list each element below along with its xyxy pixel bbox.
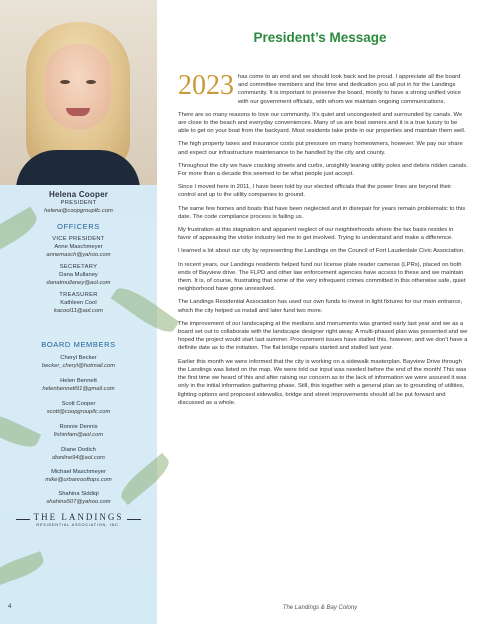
board-member-name: Shahina Siddiqi [58,491,99,497]
paragraph: I learned a lot about our city by representing the Landings on the Council of Fort Lauderdale Civic Association. [178,248,465,255]
board-heading: BOARD MEMBERS [41,340,116,349]
officer-email[interactable]: annemasch@yahoo.com [46,252,111,258]
officer-role: SECRETARY [59,264,98,270]
year-dropcap: 2023 [178,70,234,101]
president-email[interactable]: helena@coopgroupllc.com [44,208,113,214]
officers-heading: OFFICERS [57,222,100,231]
paragraph: Earlier this month we were informed that the city is working on a sidewalk masterplan. Bayview Drive through the Landings was listed on the map. We were told our input was needed before the end of the month! This was the first time we heard of this and after raising our concern as to the lack of information we were assured it was only in the initial information gathering phase. Still, this together with a general plan as to grounding of utilities, lighting options and proposed sidewalks, bridge and street improvements should all be put forward and discussed as a whole. [178,358,467,406]
paragraph: In recent years, our Landings residents helped fund our license plate reader cameras (LPRs), placed on both ends of Bayview drive. The FLPD and other law enforcement agencies have access to these and we maintain them. It is, of course, frustrating that some of the very infrequent crimes committed in this otherwise safe, quiet neighborhood have gone unresolved. [178,261,466,293]
paragraph: The same few homes and boats that have been neglected and in disrepair for years remain problematic to this date. The code compliance process is failing us. [178,205,466,220]
logo-subtitle: RESIDENTIAL ASSOCIATION, INC. [36,523,121,527]
article-body [178,70,468,412]
paragraph: The Landings Residential Association has used our own funds to invest in light fixtures for our main entrance, which the city helped us install and later fund two more. [178,299,463,314]
paragraph: The improvement of our landscaping at the medians and monuments was granted early last year and we as a board set out to collaborate with the landscape designer right away. A multi-phased plan was presented and we hoped the project would start last summer. Procurement issues have stalled this, however, and we don’t have a definite date as to the initiation. The flat bridge repairs started and stalled last year. [178,320,468,352]
paragraph-text: has come to an end and we should look back and be proud. I appreciate all the board and committee members and the time and dedication you all put in for the Landings community. It is important to preserve the board, mostly to have a strong unified voice with our government officials, with whom we maintain ongoing communications. [238,74,461,105]
officer-name: Dana Mullaney [59,272,98,278]
president-title: PRESIDENT [60,200,97,206]
officer-role: TREASURER [59,292,98,298]
board-member-name: Helen Bennett [60,378,97,384]
officer-name: Anne Maschmeyer [54,244,103,250]
board-member-email[interactable]: dionline94@aol.com [52,455,105,461]
paragraph: The high property taxes and insurance costs put pressure on many homeowners, however. We pay our share and expect our infrastructure maintenance to be handled by the city and county. [178,141,463,156]
officer-role: VICE PRESIDENT [52,236,105,242]
president-photo [0,0,157,185]
paragraph: Throughout the city we have cracking streets and curbs, unsightly leaning utility poles and debris ridden canals. For more than a decade this seemed to be what people just accept. [178,162,468,178]
president-name: Helena Cooper [48,190,109,199]
board-member-name: Scott Cooper [61,401,96,407]
page-number: 4 [8,604,12,610]
paragraph: My frustration at this stagnation and apparent neglect of our neighborhoods where the tax basis resides in favor of appeasing the visitor industry led me to get involved. Trying to understand and make a difference. [178,227,454,242]
page-footer: The Landings & Bay Colony [282,605,358,611]
palm-leaf-decoration [0,551,46,587]
board-member-email[interactable]: mike@urbanrooftops.com [45,477,112,483]
paragraph: There are so many reasons to love our community. It’s quiet and uncongested and surrounded by canals. We are close to the beach and everyday conveniences. Many of us are boat owners and it is a true luxury to be able to get on your boat from the backyard. Most residents take pride in our properties and maintain them well. [178,111,466,135]
page-title: President’s Message [253,30,387,45]
board-member-name: Michael Maschmeyer [51,469,106,475]
board-member-name: Ronnie Dennis [59,424,98,430]
paragraph: Since I moved here in 2011, I have been told by our elected officials that the power lines are beyond their control and up to the utility companies to ground. [178,184,452,199]
landings-logo [0,512,157,527]
board-member-email[interactable]: shahina507@yahoo.com [46,499,111,505]
officer-email[interactable]: kacool11@aol.com [54,308,103,314]
board-member-email[interactable]: helenbennett91@gmail.com [42,386,115,392]
officer-email[interactable]: danatmullaney@aol.com [46,280,111,286]
board-member-email[interactable]: scott@coopgroupllc.com [46,409,111,415]
board-member-name: Diane Dodich [61,447,96,453]
board-member-email[interactable]: fishinfam@aol.com [53,432,104,438]
board-member-email[interactable]: becker_cheryl@hotmail.com [41,363,116,369]
board-member-name: Cheryl Becker [60,355,97,361]
officer-name: Kathleen Cool [60,300,97,306]
paragraph [178,70,468,106]
logo-name: THE LANDINGS [33,512,124,522]
